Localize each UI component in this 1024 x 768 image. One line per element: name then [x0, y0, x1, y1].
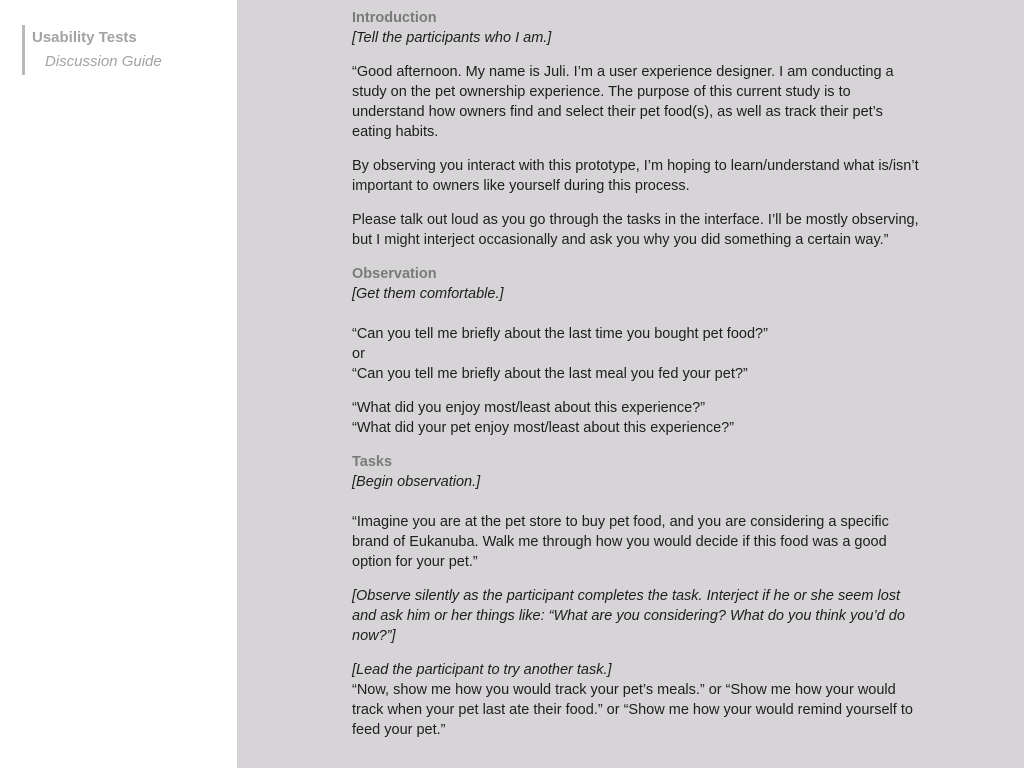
observation-or: or	[352, 346, 365, 362]
tasks-lead-note: [Lead the participant to try another task.]	[352, 662, 612, 678]
observation-note: [Get them comfortable.]	[352, 286, 504, 302]
tasks-paragraph-1: “Imagine you are at the pet store to buy pet food, and you are considering a specific brand of Eukanuba. Walk me through how you would decide if this food was a good option for your pet.”	[352, 514, 889, 570]
observation-heading: Observation	[352, 266, 437, 282]
observation-questions-b	[352, 398, 922, 438]
sidebar	[0, 0, 237, 768]
observation-question-4: “What did your pet enjoy most/least about this experience?”	[352, 420, 735, 436]
introduction-section-header	[352, 8, 922, 48]
nav-link-usability-tests[interactable]: Usability Tests	[32, 29, 137, 46]
introduction-paragraph-1: “Good afternoon. My name is Juli. I’m a user experience designer. I am conducting a study on the pet ownership experience. The purpose of this current study is to understand how owners find and select their pet food(s), as well as track their pet’s eating habits.	[352, 64, 894, 140]
introduction-paragraph-2: By observing you interact with this prototype, I’m hoping to learn/understand what is/isn’t important to owners like yourself during this process.	[352, 158, 919, 194]
observation-question-2: “Can you tell me briefly about the last meal you fed your pet?”	[352, 366, 748, 382]
tasks-observe-note: [Observe silently as the participant completes the task. Interject if he or she seem lost and ask him or her things like: “What are you considering? What do you think you’d do now?”]	[352, 588, 905, 644]
introduction-paragraph-3: Please talk out loud as you go through the tasks in the interface. I’ll be mostly observing, but I might interject occasionally and ask you why you did something a certain way.”	[352, 212, 919, 248]
observation-question-1: “Can you tell me briefly about the last time you bought pet food?”	[352, 326, 768, 342]
tasks-note: [Begin observation.]	[352, 474, 481, 490]
sidebar-nav	[22, 25, 215, 75]
discussion-guide-document	[352, 8, 922, 754]
tasks-heading: Tasks	[352, 454, 393, 470]
tasks-prompt: “Now, show me how you would track your pet’s meals.” or “Show me how your would track when your pet last ate their food.” or “Show me how your would remind yourself to feed your pet.”	[352, 682, 913, 738]
introduction-note: [Tell the participants who I am.]	[352, 30, 552, 46]
introduction-heading: Introduction	[352, 10, 437, 26]
tasks-section-header	[352, 452, 922, 492]
tasks-paragraph-2	[352, 660, 922, 740]
observation-questions-a	[352, 324, 922, 384]
main-content	[237, 0, 1024, 768]
nav-link-discussion-guide[interactable]: Discussion Guide	[45, 53, 162, 70]
observation-section-header	[352, 264, 922, 304]
observation-question-3: “What did you enjoy most/least about this experience?”	[352, 400, 706, 416]
